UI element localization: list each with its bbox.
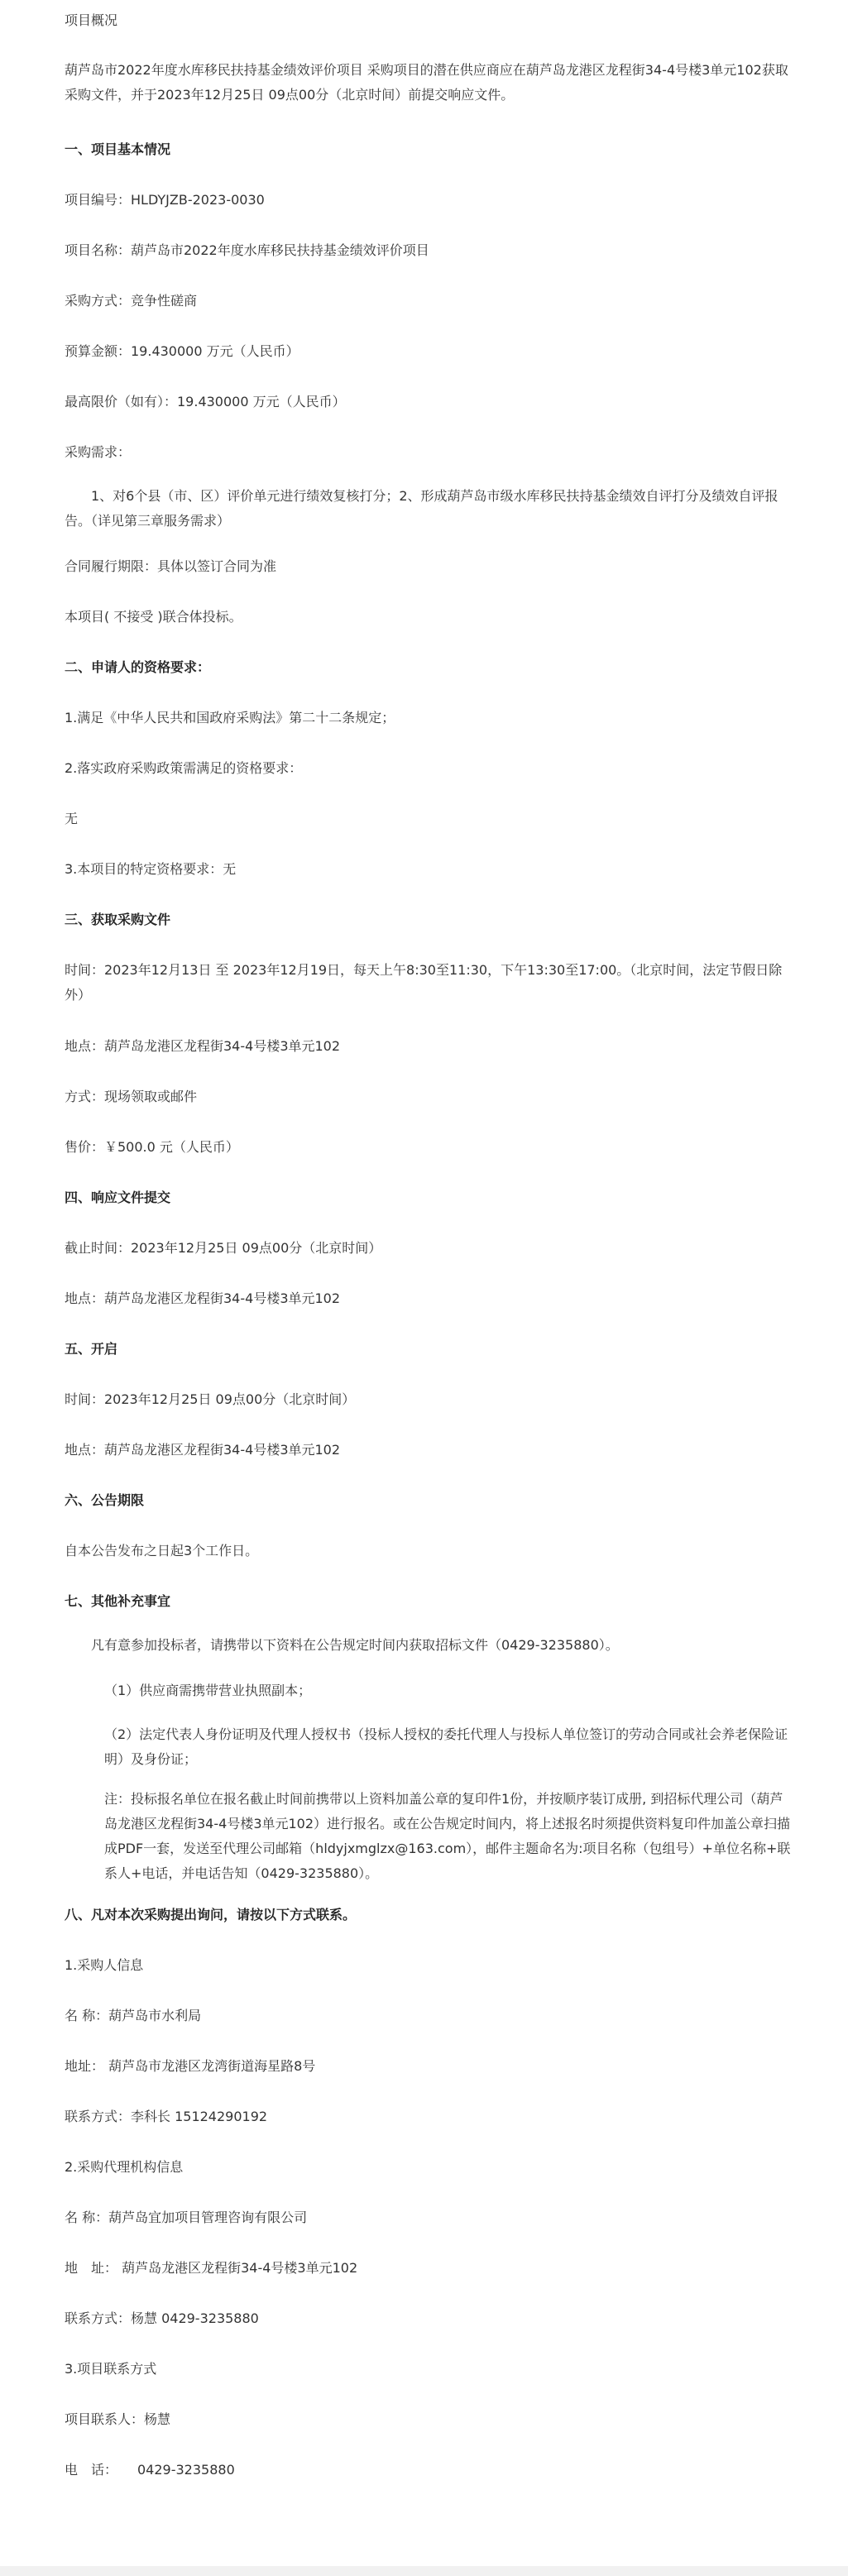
supplement-note: 注：投标报名单位在报名截止时间前携带以上资料加盖公章的复印件1份，并按顺序装订成册, 到招标代理公司（葫芦岛龙港区龙程街34-4号楼3单元102）进行报名。或在公告规定时间内，将上述报名时须提供资料复印件加盖公章扫描成PDF一套，发送至代理公司邮箱（hldyjxmglzx@163.com），邮件主题命名为:项目名称（包组号）+单位名称+联系人+电话，并电话告知（0429-3235880）。 — [104, 1791, 791, 1881]
purchaser-name: 名 称：葫芦岛市水利局 — [65, 2008, 202, 2023]
overview-title: 项目概况 — [65, 12, 118, 28]
supplement-item-2: （2）法定代表人身份证明及代理人授权书（投标人授权的委托代理人与投标人单位签订的劳动合同或社会养老保险证明）及身份证； — [104, 1726, 788, 1767]
section-6-title: 六、公告期限 — [65, 1492, 145, 1508]
agency-contact: 联系方式：杨慧 0429-3235880 — [65, 2310, 259, 2326]
obtain-time: 时间：2023年12月13日 至 2023年12月19日，每天上午8:30至11:30，下午13:30至17:00。（北京时间，法定节假日除外） — [65, 962, 783, 1003]
requirement-2: 2.落实政府采购政策需满足的资格要求： — [65, 760, 303, 776]
obtain-place: 地点：葫芦岛龙港区龙程街34-4号楼3单元102 — [65, 1038, 341, 1054]
procurement-method: 采购方式：竞争性磋商 — [65, 293, 198, 309]
purchaser-title: 1.采购人信息 — [65, 1957, 144, 1973]
submit-place: 地点：葫芦岛龙港区龙程街34-4号楼3单元102 — [65, 1290, 341, 1306]
section-3-title: 三、获取采购文件 — [65, 912, 171, 927]
project-contact-phone: 电 话： 0429-3235880 — [65, 2462, 235, 2478]
overview-text: 葫芦岛市2022年度水库移民扶持基金绩效评价项目 采购项目的潜在供应商应在葫芦岛龙港区龙程街34-4号楼3单元102获取采购文件，并于2023年12月25日 09点00分（北京时间）前提交响应文件。 — [65, 62, 788, 103]
section-4-title: 四、响应文件提交 — [65, 1190, 171, 1205]
submit-deadline: 截止时间：2023年12月25日 09点00分（北京时间） — [65, 1240, 382, 1256]
project-contact-person: 项目联系人：杨慧 — [65, 2411, 171, 2427]
section-7-title: 七、其他补充事宜 — [65, 1593, 171, 1609]
purchaser-contact: 联系方式：李科长 15124290192 — [65, 2109, 268, 2124]
purchaser-address: 地址： 葫芦岛市龙港区龙湾街道海星路8号 — [65, 2058, 316, 2074]
section-1-title: 一、项目基本情况 — [65, 141, 171, 157]
agency-title: 2.采购代理机构信息 — [65, 2159, 184, 2175]
notice-period: 自本公告发布之日起3个工作日。 — [65, 1543, 259, 1559]
project-number: 项目编号：HLDYJZB-2023-0030 — [65, 192, 265, 208]
section-8-title: 八、凡对本次采购提出询问，请按以下方式联系。 — [65, 1907, 357, 1922]
section-5-title: 五、开启 — [65, 1341, 118, 1357]
contract-period: 合同履行期限：具体以签订合同为准 — [65, 558, 277, 574]
supplement-intro: 凡有意参加投标者，请携带以下资料在公告规定时间内获取招标文件（0429-3235880）。 — [91, 1637, 619, 1653]
project-name: 项目名称：葫芦岛市2022年度水库移民扶持基金绩效评价项目 — [65, 242, 429, 258]
agency-address: 地 址： 葫芦岛龙港区龙程街34-4号楼3单元102 — [65, 2260, 358, 2276]
agency-name: 名 称：葫芦岛宜加项目管理咨询有限公司 — [65, 2210, 308, 2225]
opening-place: 地点：葫芦岛龙港区龙程街34-4号楼3单元102 — [65, 1442, 341, 1458]
budget-amount: 预算金额：19.430000 万元（人民币） — [65, 343, 299, 359]
opening-time: 时间：2023年12月25日 09点00分（北京时间） — [65, 1391, 356, 1407]
project-contact-title: 3.项目联系方式 — [65, 2361, 157, 2377]
needs-text: 1、对6个县（市、区）评价单元进行绩效复核打分；2、形成葫芦岛市级水库移民扶持基金绩效自评打分及绩效自评报告。（详见第三章服务需求） — [65, 488, 779, 529]
requirement-1: 1.满足《中华人民共和国政府采购法》第二十二条规定； — [65, 710, 395, 725]
section-2-title: 二、申请人的资格要求： — [65, 659, 211, 675]
obtain-way: 方式：现场领取或邮件 — [65, 1089, 198, 1104]
supplement-item-1: （1）供应商需携带营业执照副本； — [104, 1683, 312, 1698]
requirement-3: 3.本项目的特定资格要求：无 — [65, 861, 237, 877]
consortium-note: 本项目( 不接受 )联合体投标。 — [65, 609, 242, 625]
requirement-2-value: 无 — [65, 811, 79, 826]
page-bottom-bar — [0, 2566, 848, 2576]
max-price: 最高限价（如有）：19.430000 万元（人民币） — [65, 394, 346, 409]
needs-label: 采购需求： — [65, 444, 132, 460]
document-price: 售价：￥500.0 元（人民币） — [65, 1139, 239, 1155]
